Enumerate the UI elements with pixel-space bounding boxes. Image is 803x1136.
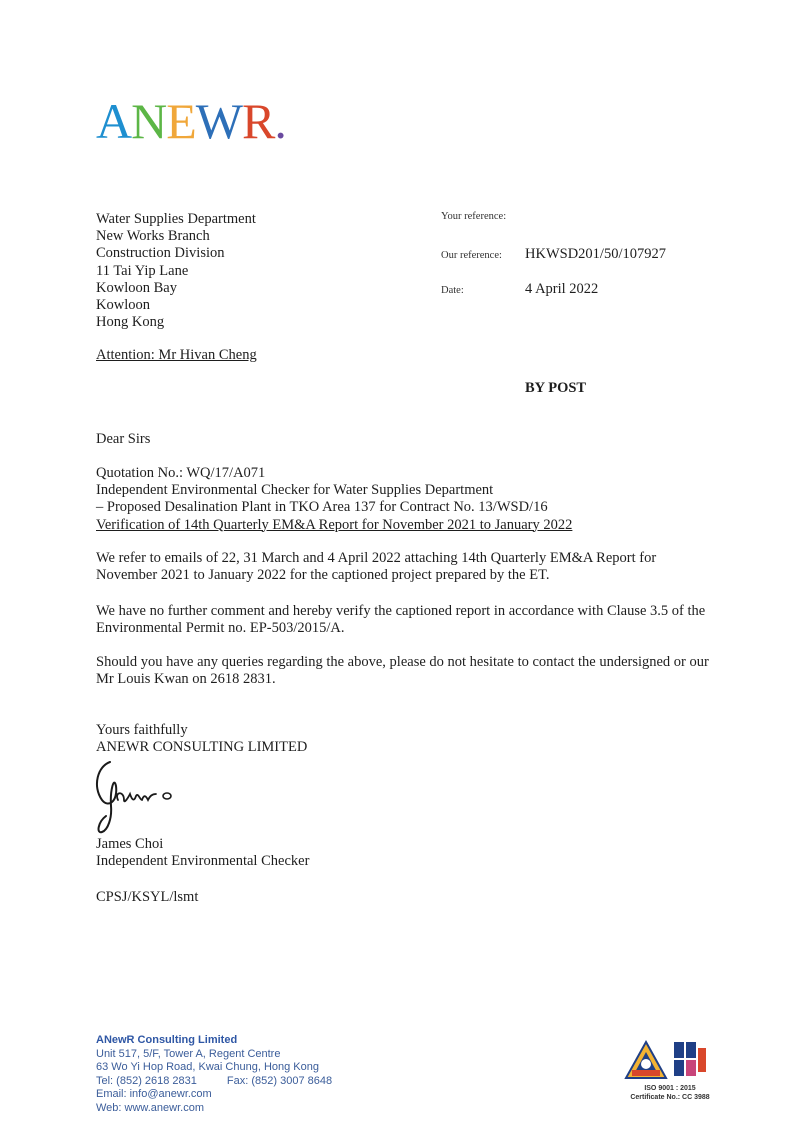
attention-line: Attention: Mr Hivan Cheng [96, 347, 257, 363]
certification-logos [624, 1038, 716, 1086]
subject-quotation: Quotation No.: WQ/17/A071 [96, 465, 266, 481]
logo-letter: E [166, 93, 196, 149]
logo-letter: A [96, 93, 132, 149]
delivery-method: BY POST [525, 380, 587, 396]
address-line: 11 Tai Yip Lane [96, 262, 189, 279]
address-line: Water Supplies Department [96, 211, 256, 227]
recipient-address [96, 211, 256, 331]
signer-title: Independent Environmental Checker [96, 853, 310, 870]
subject-line: – Proposed Desalination Plant in TKO Area 137 for Contract No. 13/WSD/16 [96, 499, 548, 516]
closing-block [96, 722, 307, 756]
address-line: New Works Branch [96, 228, 210, 245]
signer-block [96, 836, 309, 870]
footer-address: Unit 517, 5/F, Tower A, Regent Centre [96, 1047, 281, 1060]
address-line: Construction Division [96, 245, 225, 262]
body-paragraph: Should you have any queries regarding the above, please do not hesitate to contact the undersigned or our Mr Louis Kwan on 2618 2831. [96, 654, 709, 688]
signer-name: James Choi [96, 836, 164, 852]
date-label: Date: [441, 285, 464, 296]
date-value: 4 April 2022 [525, 281, 599, 297]
certificate-number: Certificate No.: CC 3988 [630, 1094, 710, 1101]
address-line: Hong Kong [96, 314, 165, 331]
footer-web: Web: www.anewr.com [96, 1101, 205, 1114]
footer-tel: Tel: (852) 2618 2831 [96, 1074, 197, 1087]
address-line: Kowloon Bay [96, 279, 177, 296]
certification-text [618, 1084, 722, 1102]
logo-letter: N [131, 93, 167, 149]
subject-block [96, 465, 572, 534]
your-reference-label: Your reference: [441, 211, 507, 222]
footer-address: 63 Wo Yi Hop Road, Kwai Chung, Hong Kong [96, 1061, 319, 1074]
address-line: Kowloon [96, 297, 150, 314]
logo-letter: W [195, 93, 242, 149]
footer-email: Email: info@anewr.com [96, 1088, 212, 1101]
hkqaa-badge-icon [626, 1042, 666, 1078]
body-paragraph: We have no further comment and hereby verify the captioned report in accordance with Clause 3.5 of the Environmental Permit no. EP-503/2015/A. [96, 603, 706, 637]
footer-phone-row [96, 1075, 332, 1089]
company-signoff: ANEWR CONSULTING LIMITED [96, 739, 308, 756]
our-reference-label: Our reference: [441, 250, 502, 261]
our-reference-value: HKWSD201/50/107927 [525, 246, 666, 262]
reference-initials: CPSJ/KSYL/lsmt [96, 889, 199, 905]
company-logo [96, 93, 286, 149]
salutation: Dear Sirs [96, 431, 151, 447]
handwritten-signature [88, 756, 178, 836]
footer-contact [96, 1034, 332, 1116]
footer-fax: Fax: (852) 3007 8648 [226, 1074, 333, 1087]
footer-company: ANewR Consulting Limited [96, 1034, 238, 1046]
logo-letter: R [241, 93, 275, 149]
valediction: Yours faithfully [96, 722, 188, 738]
iso-standard: ISO 9001 : 2015 [644, 1085, 696, 1092]
body-paragraph: We refer to emails of 22, 31 March and 4 April 2022 attaching 14th Quarterly EM&A Report for November 2021 to January 2022 for the captioned project prepared by the ET. [96, 550, 657, 584]
logo-letter: . [274, 93, 286, 149]
subject-heading: Verification of 14th Quarterly EM&A Report for November 2021 to January 2022 [96, 516, 573, 533]
hkas-badge-icon [674, 1042, 706, 1076]
subject-line: Independent Environmental Checker for Water Supplies Department [96, 482, 494, 499]
